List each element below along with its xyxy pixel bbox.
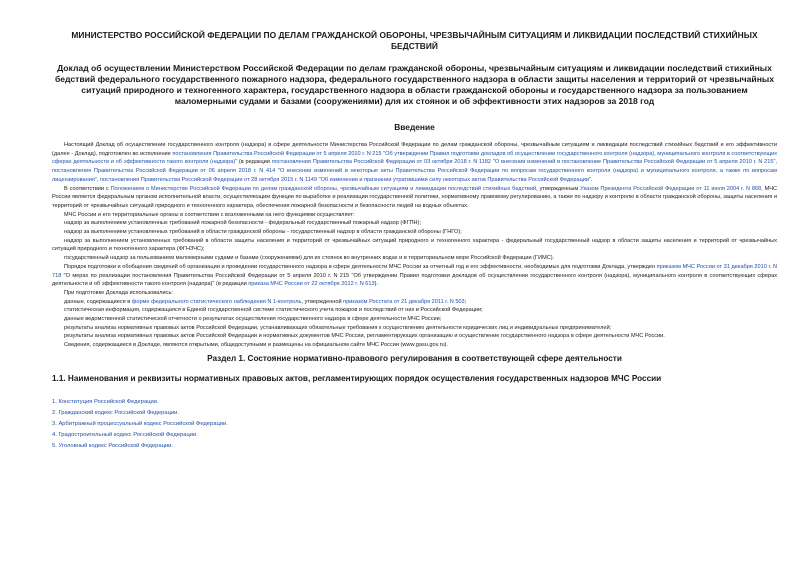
link-ukaz-868[interactable]: Указом Президента Российской Федерации от 11 июля 2004 г. N 868 bbox=[580, 185, 762, 192]
text: , утвержденным bbox=[536, 185, 581, 192]
paragraph-15: Сведения, содержащиеся в Докладе, являются открытыми, общедоступными и размещены на официальном сайте МЧС России (www.gasu.gov.ru). bbox=[64, 342, 448, 349]
paragraph-1 bbox=[52, 141, 777, 185]
paragraph-7: государственный надзор за пользованием маломерными судами и базами (сооружениями) для их стоянок во внутренних водах и в территориальном море Российской Федерации (ГИМС). bbox=[64, 255, 555, 262]
document-body bbox=[52, 141, 777, 350]
paragraph-11: статистическая информация, содержащаяся в Единой государственной системе статистического учета пожаров и последствий от них в Российской Федерации; bbox=[64, 307, 483, 314]
link-polozhenie-mchs[interactable]: Положением о Министерстве Российской Федерации по делам гражданской обороны, чрезвычайным ситуациям и ликвидации последствий стихийных бедствий bbox=[110, 185, 537, 192]
paragraph-14: результаты анализа нормативных правовых актов Российской Федерации и нормативных документов МЧС России, регламентирующих организацию и осуществление государственного надзора в сфере деятельности МЧС России. bbox=[64, 333, 665, 340]
paragraph-6: надзор за выполнением установленных требований в области защиты населения и территорий от чрезвычайных ситуаций природного и техногенного характера - федеральный государственный надзор в области защиты населения и территорий от чрезвычайных ситуаций природного и техногенного характера (ФГНЗЧС); bbox=[52, 237, 777, 253]
intro-heading: Введение bbox=[394, 122, 435, 132]
text: , утвержденной bbox=[301, 298, 344, 305]
text: ; bbox=[464, 298, 467, 305]
paragraph-10 bbox=[52, 298, 777, 307]
link-forma-1-kontrol[interactable]: форме федерального статистического наблюдения N 1-контроль bbox=[131, 298, 302, 305]
paragraph-13: результаты анализа нормативных правовых актов Российской Федерации, устанавливающих обязательные требования к осуществлению деятельности юридических лиц и индивидуальных предпринимателей; bbox=[64, 324, 612, 331]
acts-list bbox=[52, 397, 777, 452]
text: (в редакции bbox=[237, 159, 272, 166]
act-link-urban-planning-code[interactable]: 4. Градостроительный кодекс Российской Федерации. bbox=[52, 431, 198, 438]
act-link-criminal-code[interactable]: 5. Уголовный кодекс Российской Федерации. bbox=[52, 442, 173, 449]
text: . bbox=[591, 176, 593, 183]
section-1-heading: Раздел 1. Состояние нормативно-правового регулирования в соответствующей сфере деятельности bbox=[207, 353, 622, 363]
text: , МЧС России является федеральным органом исполнительной власти, осуществляющим функции по выработке и реализации государственной политики, нормативному правовому регулированию, а также по надзору и контролю в области гражданской обороны, защиты населения и территорий от чрезвычайных ситуаций природного и техногенного характера, обеспечения пожарной безопасности и безопасности людей на водных объектах. bbox=[52, 185, 777, 209]
text: "О мерах по реализации постановления Правительства Российской Федерации от 5 апреля 2010 г. N 215 "Об утверждении Правил подготовки докладов об осуществлении государственного контроля (надзора), муниципального контроля в соответствующих сферах деятельности и об эффективности такого контроля (надзора)" (в редакции bbox=[52, 272, 777, 288]
act-link-constitution[interactable]: 1. Конституция Российской Федерации. bbox=[52, 398, 159, 405]
link-postanovlenie-215[interactable]: постановления Правительства Российской Федерации от 5 апреля 2010 г. N 215 "Об утверждении Правил подготовки докладов об осуществлении государственного контроля (надзора), муниципального контроля в соответствующих сферах деятельности и об эффективности такого контроля (надзора)" bbox=[52, 150, 777, 166]
text: В соответствии с bbox=[64, 185, 111, 192]
link-prikaz-rosstata-503[interactable]: приказом Росстата от 21 декабря 2011 г. N 503 bbox=[343, 298, 465, 305]
ministry-heading: МИНИСТЕРСТВО РОССИЙСКОЙ ФЕДЕРАЦИИ ПО ДЕЛАМ ГРАЖДАНСКОЙ ОБОРОНЫ, ЧРЕЗВЫЧАЙНЫМ СИТУАЦИЯМ И ЛИКВИДАЦИИ ПОСЛЕДСТВИЙ СТИХИЙНЫХ БЕДСТВИЙ bbox=[71, 30, 758, 51]
link-prikaz-718[interactable]: приказом МЧС России от 31 декабря 2010 г. N 718 bbox=[52, 263, 777, 279]
paragraph-8 bbox=[52, 263, 777, 289]
act-link-civil-code[interactable]: 2. Гражданский кодекс Российской Федерации. bbox=[52, 409, 179, 416]
link-postanovlenie-amendments[interactable]: постановления Правительства Российской Федерации от 03 октября 2018 г. N 1182 "О внесении изменений в постановление Правительства Российской Федерации от 5 апреля 2010 г. N 215", постановления Правительства Российской Федерации от 06 апреля 2018 г. N 414 "О внесении изменений в некоторые акты Правительства Российской Федерации по вопросам государственного контроля (надзора) и муниципального контроля, а также по вопросам лицензирования", постановления Правительства Российской Федерации от 28 октября 2015 г. N 1149 "Об изменении и признании утратившими силу некоторых актов Правительства Российской Федерации" bbox=[52, 159, 778, 183]
paragraph-5: надзор за выполнением установленных требований в области гражданской обороны - государственный надзор в области гражданской обороны (ГНГО); bbox=[64, 229, 462, 236]
paragraph-3: МЧС России и его территориальные органы в соответствии с возложенными на него функциями осуществляет: bbox=[64, 211, 355, 218]
text: данные, содержащиеся в bbox=[64, 298, 132, 305]
paragraph-4: надзор за выполнением установленных требований пожарной безопасности - федеральный государственный пожарный надзор (ФГПН); bbox=[64, 220, 422, 227]
text: ). bbox=[374, 281, 379, 288]
text: Порядок подготовки и обобщения сведений об организации и проведении государственного надзора в сфере деятельности МЧС России за отчетный год и его эффективности, необходимых для подготовки Доклада, утвержден bbox=[64, 263, 657, 270]
report-title: Доклад об осуществлении Министерством Российской Федерации по делам гражданской обороны, чрезвычайным ситуациям и ликвидации последствий стихийных бедствий федерального государственного пожарного надзора, федерального государственного надзора в области защиты населения и территорий от чрезвычайных ситуаций природного и техногенного характера, государственного надзора в области гражданской обороны и государственного надзора за пользованием маломерными судами и базами (сооружениями) для их стоянок и об эффективности этих надзоров за 2018 год bbox=[54, 63, 775, 106]
subsection-1-1-heading: 1.1. Наименования и реквизиты нормативных правовых актов, регламентирующих порядок осуществления государственных надзоров МЧС России bbox=[52, 373, 662, 383]
paragraph-2 bbox=[52, 185, 777, 211]
paragraph-9: При подготовке Доклада использовались: bbox=[64, 289, 173, 296]
link-prikaz-613[interactable]: приказа МЧС России от 22 октября 2012 г. N 613 bbox=[248, 281, 375, 288]
act-link-arbitration-code[interactable]: 3. Арбитражный процессуальный кодекс Российской Федерации. bbox=[52, 420, 228, 427]
paragraph-12: данные ведомственной статистической отчетности о результатах осуществления государственного надзора в сфере деятельности МЧС России; bbox=[64, 316, 442, 323]
text: Настоящий Доклад об осуществлении государственного контроля (надзора) в сфере деятельности Министерства Российской Федерации по делам гражданской обороны, чрезвычайным ситуациям и ликвидации последствий стихийных бедствий и его эффективности (далее - Доклад), подготовлен во исполнение bbox=[52, 142, 777, 157]
